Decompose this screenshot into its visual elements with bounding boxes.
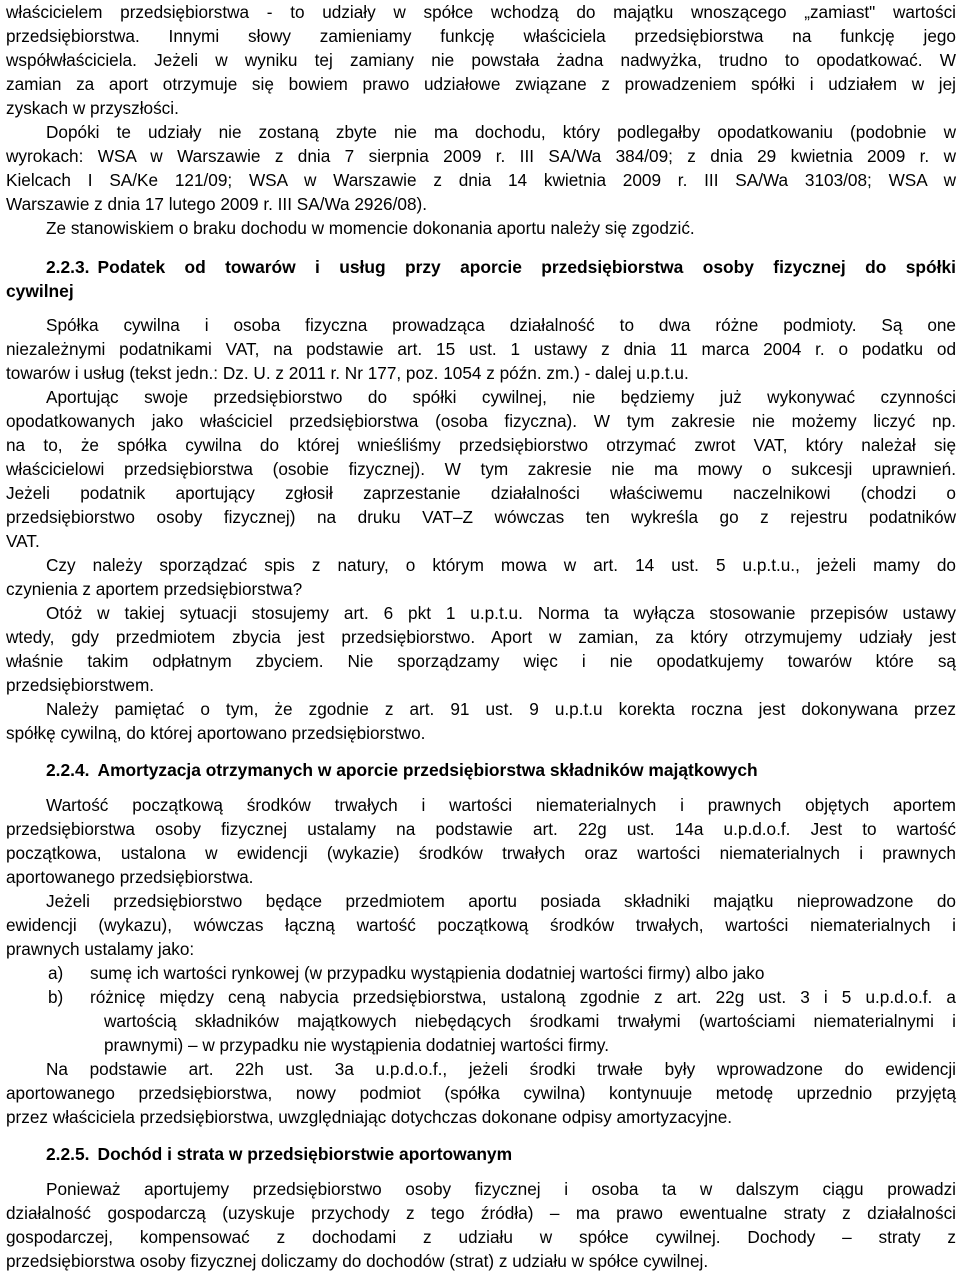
text-line: towarów i usług (tekst jedn.: Dz. U. z 2011 r. Nr 177, poz. 1054 z późn. zm.) - dalej u.p.t.u. xyxy=(6,363,689,383)
section-title-cont: cywilnej xyxy=(6,281,74,301)
list-item xyxy=(6,985,956,1009)
s223-paragraph-5 xyxy=(6,697,956,745)
section-heading-2-2-5 xyxy=(6,1142,956,1166)
text-line: aportowanego przedsiębiorstwa, nowy podmiot (spółka cywilna) kontynuuje metodę uprzednio przyjętą xyxy=(6,1083,956,1103)
text-line: prawnych ustalamy jako: xyxy=(6,939,195,959)
text-line: Należy pamiętać o tym, że zgodnie z art. 91 ust. 9 u.p.t.u korekta roczna jest dokonywana przez xyxy=(46,699,956,719)
s224-paragraph-3 xyxy=(6,1057,956,1129)
s223-paragraph-1 xyxy=(6,313,956,385)
text-line: przedsiębiorstwa osoby fizycznej ustalamy na podstawie art. 22g ust. 14a u.p.d.o.f. Jest to wartość xyxy=(6,819,956,839)
section-heading-2-2-4 xyxy=(6,758,956,782)
text-line: Kielcach I SA/Ke 121/09; WSA w Warszawie z dnia 14 kwietnia 2009 r. III SA/Wa 3103/08; WSA w xyxy=(6,170,956,190)
text-line: przedsiębiorstwa. Innymi słowy zamieniamy funkcję właściciela przedsiębiorstwa na funkcję jego xyxy=(6,26,956,46)
text-line: Warszawie z dnia 17 lutego 2009 r. III SA/Wa 2926/08). xyxy=(6,194,427,214)
list-item-text: różnicę między ceną nabycia przedsiębiorstwa, ustaloną zgodnie z art. 22g ust. 3 i 5 u.p.d.o.f. a xyxy=(90,987,956,1007)
text-line: współwłaściciela. Jeżeli w wyniku tej zamiany nie powstała żadna nadwyżka, trudno to opodatkować. W xyxy=(6,50,956,70)
s223-paragraph-3 xyxy=(6,553,956,601)
text-line: przedsiębiorstwem. xyxy=(6,675,155,695)
text-line: zyskach w przyszłości. xyxy=(6,98,179,118)
s225-paragraph-1 xyxy=(6,1177,956,1273)
s224-paragraph-2 xyxy=(6,889,956,961)
list-item xyxy=(6,961,956,985)
text-line: na to, że spółka cywilna do której wnieśliśmy przedsiębiorstwo otrzymać zwrot VAT, który należał się xyxy=(6,435,956,455)
text-line: Wartość początkową środków trwałych i wartości niematerialnych i prawnych objętych aportem xyxy=(46,795,956,815)
s223-paragraph-4 xyxy=(6,601,956,697)
text-line: Aportując swoje przedsiębiorstwo do spółki cywilnej, nie będziemy już wykonywać czynności xyxy=(46,387,956,407)
s224-paragraph-1 xyxy=(6,793,956,889)
intro-paragraph xyxy=(6,0,956,120)
text-line: Otóż w takiej sytuacji stosujemy art. 6 pkt 1 u.p.t.u. Norma ta wyłącza stosowanie przepisów ustawy xyxy=(46,603,956,623)
text-line: aportowanego przedsiębiorstwa. xyxy=(6,867,254,887)
intro-paragraph-3 xyxy=(6,216,956,240)
text-line: ewidencji (wykazu), wówczas łączną wartość początkową środków trwałych, wartości niematerialnych i xyxy=(6,915,956,935)
section-title: Amortyzacja otrzymanych w aporcie przedsiębiorstwa składników majątkowych xyxy=(97,760,758,780)
text-line: przedsiębiorstwo osoby fizycznej) na druku VAT–Z wówczas ten wykreśla go z rejestru podatników xyxy=(6,507,956,527)
text-line: Ponieważ aportujemy przedsiębiorstwo osoby fizycznej i osoba ta w dalszym ciągu prowadzi xyxy=(46,1179,956,1199)
text-line: Ze stanowiskiem o braku dochodu w momencie dokonania aportu należy się zgodzić. xyxy=(46,218,695,238)
s224-list xyxy=(6,961,956,1057)
text-line: niezależnymi podatnikami VAT, na podstawie art. 15 ust. 1 ustawy z dnia 11 marca 2004 r. o podatku od xyxy=(6,339,956,359)
list-item-text: wartością składników majątkowych niebędących środkami trwałymi (wartościami niematerialnymi i xyxy=(104,1011,956,1031)
text-line: początkowa, ustalona w ewidencji (wykazie) środków trwałych oraz wartości niematerialnych i prawnych xyxy=(6,843,956,863)
text-line: Na podstawie art. 22h ust. 3a u.p.d.o.f., jeżeli środki trwałe były wprowadzone do ewidencji xyxy=(46,1059,956,1079)
text-line: Dopóki te udziały nie zostaną zbyte nie ma dochodu, który podlegałby opodatkowaniu (podobnie w xyxy=(46,122,956,142)
text-line: VAT. xyxy=(6,531,40,551)
s223-paragraph-2 xyxy=(6,385,956,553)
list-item-label: a) xyxy=(48,963,64,983)
text-line: Jeżeli podatnik aportujący zgłosił zaprzestanie działalności właściwemu naczelnikowi (chodzi o xyxy=(6,483,956,503)
text-line: właśnie takim odpłatnym zbyciem. Nie sporządzamy więc i nie opodatkujemy towarów które są xyxy=(6,651,956,671)
text-line: Jeżeli przedsiębiorstwo będące przedmiotem aportu posiada składniki majątku nieprowadzone do xyxy=(46,891,956,911)
text-line: zamian za aport otrzymuje się bowiem prawo udziałowe związane z prowadzeniem spółki i udziałem w jej xyxy=(6,74,956,94)
section-number: 2.2.3. xyxy=(46,257,90,277)
text-line: przez właściciela przedsiębiorstwa, uwzględniając dotychczas dokonane odpisy amortyzacyjne. xyxy=(6,1107,733,1127)
text-line: spółkę cywilną, do której aportowano przedsiębiorstwo. xyxy=(6,723,426,743)
text-line: Czy należy sporządzać spis z natury, o którym mowa w art. 14 ust. 5 u.p.t.u., jeżeli mamy do xyxy=(46,555,956,575)
text-line: Spółka cywilna i osoba fizyczna prowadząca działalność to dwa różne podmioty. Są one xyxy=(46,315,956,335)
section-number: 2.2.4. xyxy=(46,760,90,780)
text-line: gospodarczej, kompensować z dochodami z udziału w spółce cywilnej. Dochody – straty z xyxy=(6,1227,956,1247)
list-item-text: prawnymi) – w przypadku nie wystąpienia dodatniej wartości firmy. xyxy=(104,1035,610,1055)
text-line: właścicielowi przedsiębiorstwa (osobie fizycznej). W tym zakresie nie ma mowy o sukcesji uprawnień. xyxy=(6,459,956,479)
section-number: 2.2.5. xyxy=(46,1144,90,1164)
text-line: opodatkowanych jako właściciel przedsiębiorstwa (osoba fizyczna). W tym zakresie nie możemy liczyć np. xyxy=(6,411,956,431)
text-line: wyrokach: WSA w Warszawie z dnia 7 sierpnia 2009 r. III SA/Wa 384/09; z dnia 29 kwietnia 2009 r. w xyxy=(6,146,956,166)
text-line: wtedy, gdy przedmiotem zbycia jest przedsiębiorstwo. Aport w zamian, za który otrzymujemy udziały jest xyxy=(6,627,956,647)
intro-paragraph-2 xyxy=(6,120,956,216)
section-heading-2-2-3 xyxy=(6,255,956,303)
list-item-label: b) xyxy=(48,987,64,1007)
list-item-text: sumę ich wartości rynkowej (w przypadku wystąpienia dodatniej wartości firmy) albo jako xyxy=(90,963,765,983)
section-title: Dochód i strata w przedsiębiorstwie aportowanym xyxy=(97,1144,513,1164)
section-title: Podatek od towarów i usług przy aporcie przedsiębiorstwa osoby fizycznej do spółki xyxy=(97,257,956,277)
text-line: właścicielem przedsiębiorstwa - to udziały w spółce wchodzą do majątku wnoszącego „zamiast" wartości xyxy=(6,2,956,22)
text-line: działalność gospodarczą (uzyskuje przychody z tego źródła) – ma prawo ewentualne straty z działalności xyxy=(6,1203,956,1223)
text-line: czynienia z aportem przedsiębiorstwa? xyxy=(6,579,303,599)
text-line: przedsiębiorstwa osoby fizycznej doliczamy do dochodów (strat) z udziału w spółce cywilnej. xyxy=(6,1251,709,1271)
